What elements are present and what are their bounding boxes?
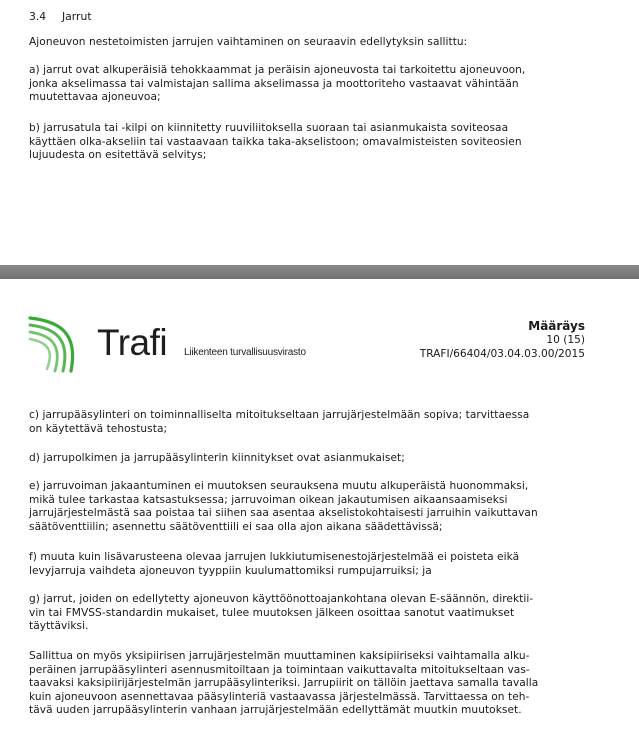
document-page-current: [0, 279, 639, 729]
list-item-d: d) jarrupolkimen ja jarrupääsylinterin kiinnitykset ovat asianmukaiset;: [29, 452, 405, 464]
list-item-a: a) jarrut ovat alkuperäisiä tehokkaammat ja peräisin ajoneuvosta tai tarkoitettu ajoneuvoon, jonka akselimassa tai valmistajan sallima akselimassa ja moottoriteho vastaavat vähintään muutettavaa ajoneuvoa;: [29, 64, 526, 104]
document-header-info: [420, 319, 585, 361]
intro-paragraph: Ajoneuvon nestetoimisten jarrujen vaihtaminen on seuraavin edellytyksin sallittu:: [29, 36, 468, 48]
logo-wordmark: Trafi: [97, 322, 168, 363]
document-type: Määräys: [528, 319, 585, 333]
document-reference: TRAFI/66404/03.04.03.00/2015: [419, 348, 585, 360]
list-item-g: g) jarrut, joiden on edellytetty ajoneuvon käyttöönottoajankohtana olevan E-säännön, direktii- vin tai FMVSS-standardin mukaiset, tulee muutoksen jälkeen osoittaa sanotut vaatimukset täyttäviksi.: [29, 593, 534, 633]
closing-paragraph: Sallittua on myös yksipiirisen jarrujärjestelmän muuttaminen kaksipiiriseksi vaihtamalla alku- peräinen jarrupääsylinteri asennusmitoiltaan ja toimintaan vaikuttavalta mitoitukseltaan vas- taavaksi kaksipiirijärjestelmän jarrupääsylinteriksi. Jarrupiirit on tällöin jaettava samalla tavalla kuin ajoneuvoon asennettavaa pääsylinteriä vastaavassa järjestelmässä. Tarvittaessa on teh- tävä uuden jarrupääsylinterin vanhaan jarrujärjestelmään edellyttämät muutkin muutokset.: [29, 650, 539, 717]
section-heading: [29, 10, 92, 23]
list-item-e: e) jarruvoiman jakaantuminen ei muutoksen seurauksena muutu alkuperäistä huonommaksi, mikä tulee tarkastaa katsastuksessa; jarruvoiman oikean jakautumisen aikaansaamiseksi jarrujärjestelmästä saa poistaa tai siihen saa asentaa akselistokohtaisesti jarruihin vaikuttavan säätöventtiilin; asennettu säätöventtiili ei saa olla ajon aikana säädettävissä;: [29, 480, 538, 533]
list-item-b: b) jarrusatula tai -kilpi on kiinnitetty ruuviliitoksella suoraan tai asianmukaista soviteosaa käyttäen olka-akseliin tai vastaavaan taikka taka-akselistoon; omavalmisteisten soviteosien lujuudesta on esitettävä selvitys;: [29, 122, 522, 162]
page-indicator: 10 (15): [546, 334, 585, 346]
section-title: Jarrut: [62, 10, 92, 23]
section-number: 3.4: [29, 10, 47, 23]
agency-name: Liikenteen turvallisuusvirasto: [184, 347, 306, 358]
list-item-c: c) jarrupääsylinteri on toiminnalliselta mitoitukseltaan jarrujärjestelmään sopiva; tarvittaessa on käytettävä tehostusta;: [29, 409, 530, 435]
document-page-previous: [0, 0, 639, 265]
page-separator: [0, 265, 639, 279]
list-item-f: f) muuta kuin lisävarusteena olevaa jarrujen lukkiutumisenestojärjestelmää ei poisteta eikä levyjarruja vaihdeta ajoneuvon tyyppiin kuulumattomiksi rumpujarruiksi; ja: [29, 551, 520, 577]
trafi-logo-icon: [27, 313, 97, 379]
